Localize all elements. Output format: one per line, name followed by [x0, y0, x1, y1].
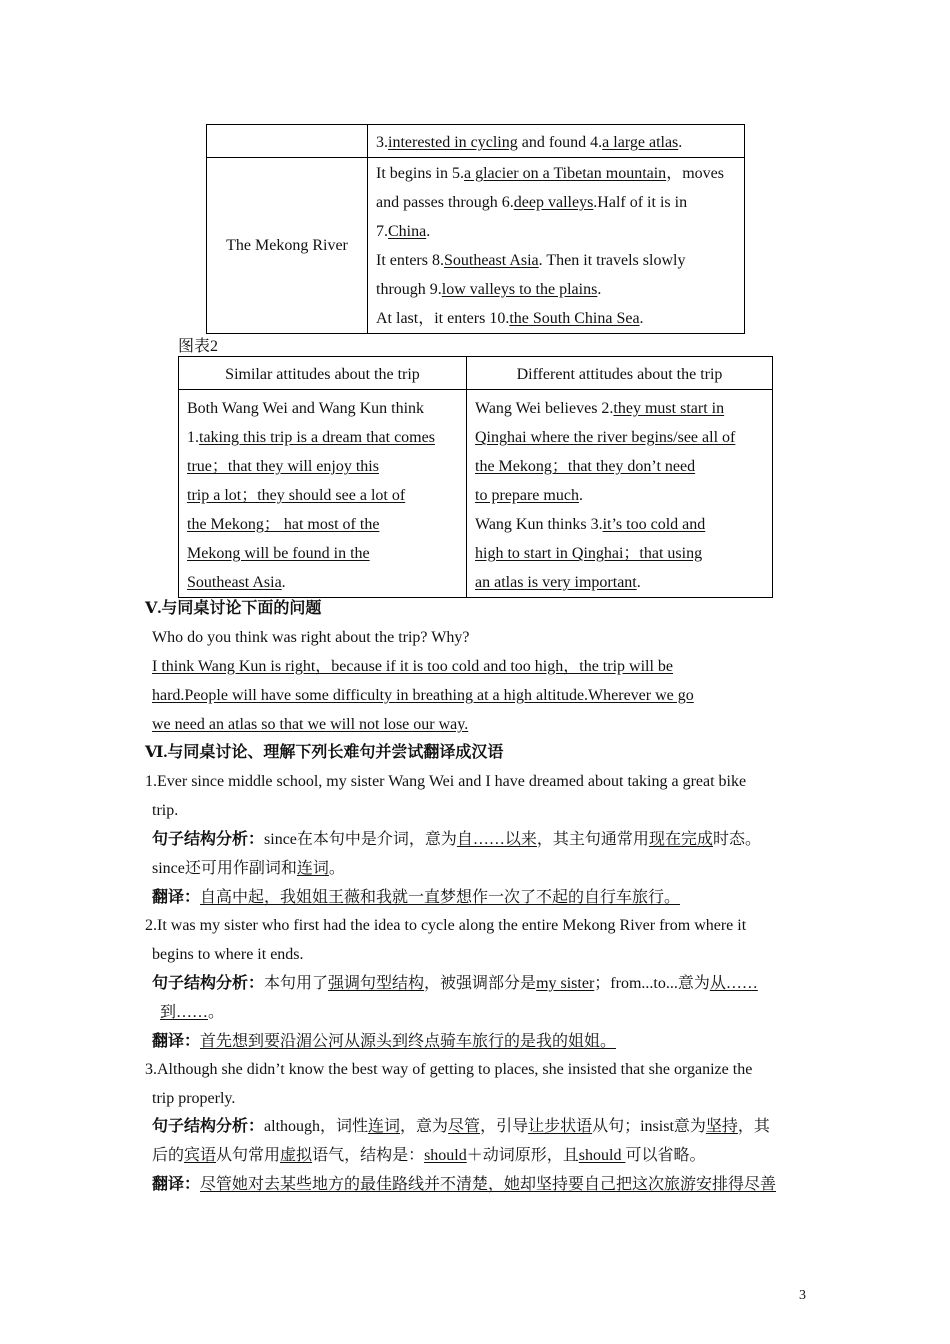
- answer-blank: 尽管她对去某些地方的最佳路线并不清楚，她却坚持要自己把这次旅游安排得尽善: [200, 1176, 777, 1193]
- text: ，被强调部分是: [424, 975, 537, 992]
- text: ＋动词原形，且: [466, 1147, 579, 1164]
- text: since在本句中是介词，意为: [264, 831, 457, 848]
- answer-blank: 从……: [709, 975, 758, 992]
- section-heading: Ⅵ.与同桌讨论、理解下列长难句并尝试翻译成汉语: [145, 744, 504, 761]
- text: Wang Wei believes 2.: [475, 400, 614, 417]
- answer-blank: low valleys to the plains: [441, 281, 598, 298]
- answer-blank: a glacier on a Tibetan mountain: [464, 165, 667, 182]
- answer-blank: 虚拟: [280, 1147, 313, 1164]
- text: 。: [208, 1004, 225, 1021]
- text: ，其: [737, 1118, 770, 1135]
- answer-blank: a large atlas: [602, 134, 679, 151]
- text: although，词性: [264, 1118, 369, 1135]
- text: 后的: [152, 1147, 185, 1164]
- table-mekong: [206, 124, 745, 334]
- answer-blank: 连词: [368, 1118, 401, 1135]
- answer-line: hard.People will have some difficulty in breathing at a high altitude.Wherever we go: [152, 687, 694, 704]
- sentence-text: trip properly.: [152, 1090, 236, 1107]
- table-cell: [467, 390, 773, 598]
- answer-blank: high to start in Qinghai；that using: [475, 545, 703, 562]
- text: It enters 8.: [376, 252, 444, 269]
- analysis-line: [152, 1141, 705, 1170]
- column-header: Different attitudes about the trip: [467, 357, 773, 390]
- table-cell: [179, 390, 467, 598]
- text: 。: [328, 860, 345, 877]
- table-header-row: [179, 357, 773, 390]
- translation-line: [152, 1170, 776, 1199]
- answer-blank: Qinghai where the river begins/see all of: [475, 429, 736, 446]
- table-caption: 图表2: [178, 338, 219, 355]
- text: 语气，结构是：: [312, 1147, 425, 1164]
- answer-blank: the Mekong； hat most of the: [187, 516, 380, 533]
- text: .: [597, 281, 602, 298]
- answer-blank: 让步状语: [528, 1118, 593, 1135]
- text: At last，it enters 10.: [376, 310, 510, 327]
- answer-blank: the Mekong；that they don’t need: [475, 458, 696, 475]
- text: ，moves: [666, 165, 724, 182]
- text: .: [639, 310, 644, 327]
- text: Wang Kun thinks 3.: [475, 516, 603, 533]
- answer-blank: deep valleys: [513, 194, 594, 211]
- answer-blank: interested in cycling: [388, 134, 518, 151]
- text: .: [281, 574, 286, 591]
- analysis-label: 句子结构分析：: [152, 975, 265, 992]
- text: ；from...to...意为: [594, 975, 710, 992]
- answer-blank: 尽管: [448, 1118, 481, 1135]
- sentence-text: 2.It was my sister who first had the idea to cycle along the entire Mekong River from where it: [145, 917, 747, 934]
- text: 时态。: [712, 831, 761, 848]
- translation-line: [152, 883, 680, 912]
- table-cell-empty: [207, 125, 368, 158]
- answer-blank: the South China Sea: [509, 310, 640, 327]
- answer-blank: 宾语: [184, 1147, 217, 1164]
- page-number: 3: [799, 1288, 806, 1303]
- text: ，引导: [480, 1118, 529, 1135]
- text: .Half of it is in: [593, 194, 688, 211]
- text: and found 4.: [517, 134, 603, 151]
- text: 可以省略。: [625, 1147, 706, 1164]
- answer-blank: Southeast Asia: [187, 574, 282, 591]
- table-cell: [368, 158, 745, 334]
- analysis-line: [152, 854, 345, 883]
- translation-label: 翻译：: [152, 889, 201, 906]
- text: 从句常用: [216, 1147, 281, 1164]
- text: .: [678, 134, 683, 151]
- column-header: Similar attitudes about the trip: [179, 357, 467, 390]
- sentence-text: trip.: [152, 802, 179, 819]
- question-text: Who do you think was right about the trip? Why?: [152, 629, 470, 646]
- answer-line: we need an atlas so that we will not lose our way.: [152, 716, 469, 733]
- river-label: The Mekong River: [207, 158, 368, 334]
- table-attitudes: [178, 356, 773, 598]
- analysis-line: [160, 998, 224, 1027]
- answer-blank: 坚持: [705, 1118, 738, 1135]
- answer-blank: 自高中起，我姐姐王薇和我就一直梦想作一次了不起的自行车旅行。: [200, 889, 681, 906]
- text: 从句；insist意为: [592, 1118, 706, 1135]
- table-cell: [368, 125, 745, 158]
- answer-blank: 现在完成: [648, 831, 713, 848]
- analysis-label: 句子结构分析：: [152, 831, 265, 848]
- text: It begins in 5.: [376, 165, 464, 182]
- translation-label: 翻译：: [152, 1176, 201, 1193]
- text: ，意为: [400, 1118, 449, 1135]
- text: . Then it travels slowly: [538, 252, 686, 269]
- answer-blank: China: [388, 223, 427, 240]
- translation-line: [152, 1027, 616, 1056]
- answer-blank: should: [424, 1147, 467, 1164]
- text: 1.: [187, 429, 199, 446]
- answer-blank: 到……: [160, 1004, 209, 1021]
- text: 7.: [376, 223, 388, 240]
- analysis-line: [152, 825, 761, 854]
- answer-blank: my sister: [536, 975, 595, 992]
- answer-blank: it’s too cold and: [602, 516, 706, 533]
- text: ，其主句通常用: [536, 831, 649, 848]
- sentence-text: begins to where it ends.: [152, 946, 304, 963]
- text: and passes through 6.: [376, 194, 514, 211]
- text: .: [578, 487, 583, 504]
- answer-blank: an atlas is very important: [475, 574, 637, 591]
- text: 3.: [376, 134, 388, 151]
- analysis-line: [152, 969, 758, 998]
- text: since还可用作副词和: [152, 860, 297, 877]
- answer-blank: 连词: [296, 860, 329, 877]
- translation-label: 翻译：: [152, 1033, 201, 1050]
- text: 本句用了: [264, 975, 329, 992]
- answer-blank: to prepare much: [475, 487, 579, 504]
- answer-blank: 强调句型结构: [328, 975, 425, 992]
- answer-blank: trip a lot；they should see a lot of: [187, 487, 406, 504]
- answer-blank: Southeast Asia: [443, 252, 539, 269]
- answer-blank: 自……以来: [456, 831, 537, 848]
- answer-line: I think Wang Kun is right，because if it is too cold and too high，the trip will be: [152, 658, 674, 675]
- text: .: [636, 574, 641, 591]
- sentence-text: 3.Although she didn’t know the best way of getting to places, she insisted that she organize the: [145, 1061, 753, 1078]
- sentence-text: 1.Ever since middle school, my sister Wang Wei and I have dreamed about taking a great bike: [145, 773, 747, 790]
- answer-blank: 首先想到要沿湄公河从源头到终点骑车旅行的是我的姐姐。: [200, 1033, 617, 1050]
- answer-blank: they must start in: [613, 400, 725, 417]
- answer-blank: taking this trip is a dream that comes: [199, 429, 435, 446]
- table-row: [179, 390, 773, 598]
- analysis-line: [152, 1112, 770, 1141]
- answer-blank: true；that they will enjoy this: [187, 458, 379, 475]
- text: Both Wang Wei and Wang Kun think: [187, 400, 425, 417]
- section-heading: Ⅴ.与同桌讨论下面的问题: [145, 600, 322, 617]
- table-row: [207, 158, 745, 334]
- answer-blank: Mekong will be found in the: [187, 545, 370, 562]
- analysis-label: 句子结构分析：: [152, 1118, 265, 1135]
- answer-blank: should: [578, 1147, 626, 1164]
- text: .: [426, 223, 431, 240]
- table-row: [207, 125, 745, 158]
- text: through 9.: [376, 281, 442, 298]
